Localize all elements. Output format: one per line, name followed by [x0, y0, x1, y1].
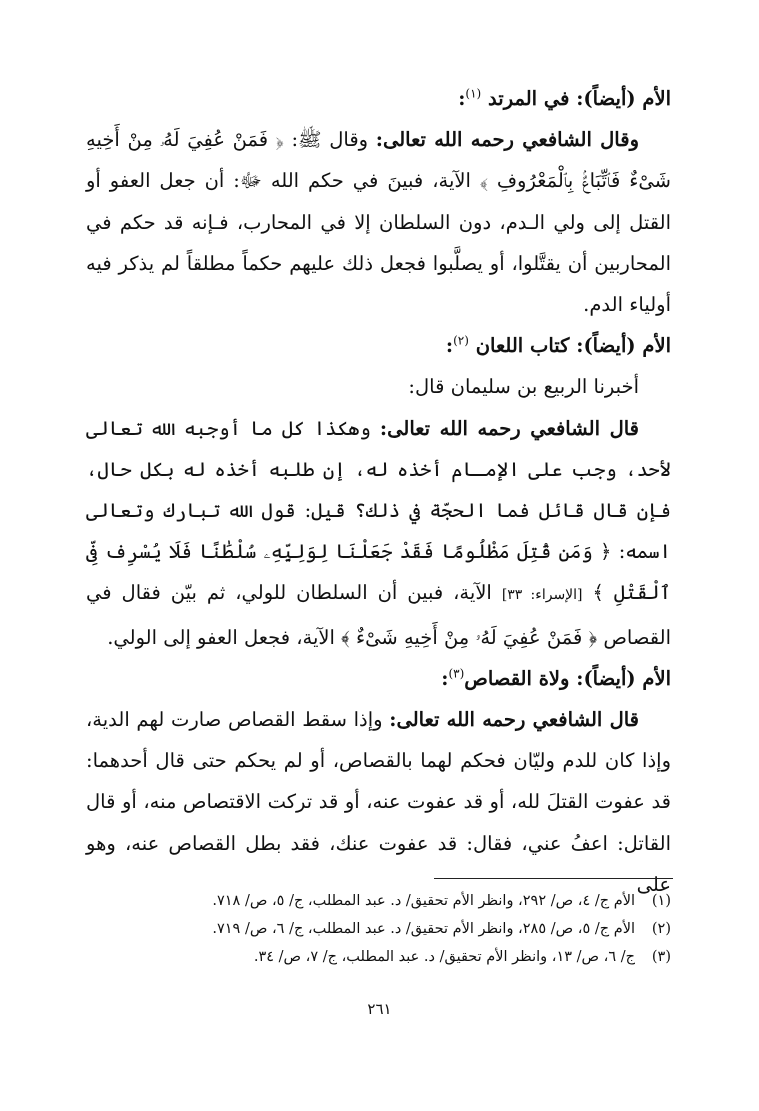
paragraph	[86, 119, 671, 325]
footnote-ref-1: (١)	[465, 86, 482, 101]
paragraph-text: وهكذا كل ما أوجبه الله تعالى لأحد، وجب على الإمـام أخذه له، إن طلبه أخذه له بكل حال، فإن قال قائل فما الحجّة في ذلك؟ قيل: قول الله تبارك وتعالى اسمه: ﴿ وَمَن قُتِلَ مَظْلُومًا فَقَدْ جَعَلْنَا لِوَلِيِّهِۦ سُلْطَٰنًا فَلَا يُسْرِف فِّى ٱلْقَتْلِ ﴾	[86, 416, 671, 605]
main-text	[86, 78, 671, 905]
paragraph-lead: قال الشافعي رحمه الله تعالى:	[379, 416, 640, 440]
footnote-item	[86, 915, 671, 943]
section-heading-murtad: الأم (أيضاً): في المرتد $^{(١)}$:	[458, 86, 671, 110]
paragraph-tail: الآية، فبين أن السلطان للولي، ثم بيّن فقال في القصاص ﴿ فَمَنْ عُفِيَ لَهُۥ مِنْ أَخِيهِ شَىْءٌ ﴾ الآية، فجعل العفو إلى الولي.	[86, 581, 671, 649]
footnote-ref-2: (٢)	[453, 333, 469, 348]
paragraph-text: أخبرنا الربيع بن سليمان قال:	[408, 375, 639, 399]
section-heading-liaan: الأم (أيضاً): كتاب اللعان $^{(٢)}$:	[445, 333, 671, 358]
paragraph	[86, 699, 671, 905]
footnote-item	[86, 887, 671, 915]
footnote-text: الأم ج/ ٥، ص/ ٢٨٥، وانظر الأم تحقيق/ د. عبد المطلب، ج/ ٦، ص/ ٧١٩.	[212, 921, 635, 937]
page-number: ٢٦١	[367, 1000, 392, 1018]
paragraph-lead: وقال الشافعي رحمه الله تعالى:	[375, 128, 639, 152]
paragraph-text: وقال ﷺ: ﴿ فَمَنْ عُفِيَ لَهُۥ مِنْ أَخِيهِ شَىْءٌ فَٱتِّبَاعٌۢ بِٱلْمَعْرُوفِ ﴾ الآية، فبينَ في حكم الله ﷻ: أن جعل العفو أو القتل إلى ولي الـدم، دون السلطان إلا في المحارب، فـإنه قد حكم في المحاربين أن يقتَّلوا، أو يصلَّبوا فجعل ذلك عليهم حكماً مطلقاً لم يذكر فيه أولياء الدم.	[86, 128, 671, 317]
footnote-number: (١)	[651, 893, 671, 909]
footnote-text: الأم ج/ ٤، ص/ ٢٩٢، وانظر الأم تحقيق/ د. عبد المطلب، ج/ ٥، ص/ ٧١٨.	[212, 893, 635, 909]
paragraph-text: وإذا سقط القصاص صارت لهم الدية، وإذا كان للدم وليّان فحكم لهما بالقصاص، أو لم يحكم حتى قال أحدهما: قد عفوت القتلَ لله، أو قد عفوت عنه، أو قد تركت الاقتصاص منه، أو قال القاتل: اعفُ عني، فقال: قد عفوت عنك، فقد بطل القصاص عنه، وهو على	[86, 708, 671, 896]
paragraph-lead: قال الشافعي رحمه الله تعالى:	[389, 708, 640, 732]
footnote-item	[86, 943, 671, 971]
footnote-text: ج/ ٦، ص/ ١٣، وانظر الأم تحقيق/ د. عبد المطلب، ج/ ٧، ص/ ٣٤.	[253, 949, 635, 965]
footnote-number: (٢)	[651, 921, 671, 937]
quran-reference: [الإسراء: ٣٣]	[501, 587, 583, 604]
footnotes	[86, 887, 671, 971]
section-heading-qisas: الأم (أيضاً): ولاة القصاص$^{(٣)}$:	[441, 666, 671, 690]
paragraph	[86, 366, 671, 407]
footnote-ref-3: (٣)	[448, 666, 465, 681]
footnote-divider	[434, 878, 673, 879]
footnote-number: (٣)	[651, 949, 671, 965]
paragraph	[86, 408, 671, 658]
